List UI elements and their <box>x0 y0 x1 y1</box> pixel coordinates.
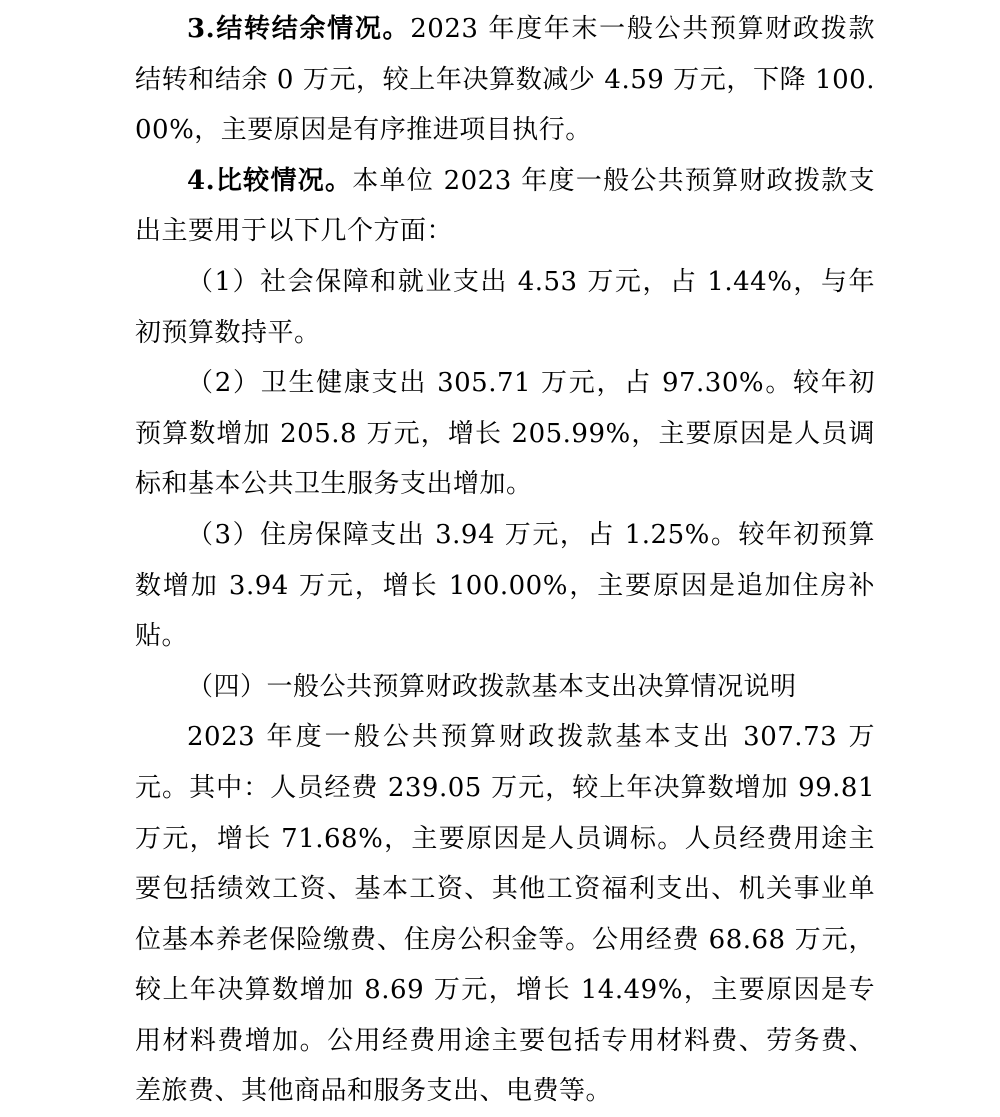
carryover-text: 2023 年度年末一般公共预算财政拨款结转和结余 0 万元，较上年决算数减少 4.59 万元，下降 100.00%，主要原因是有序推进项目执行。 <box>135 14 875 146</box>
expense-item-social-security: （1）社会保障和就业支出 4.53 万元，占 1.44%，与年初预算数持平。 <box>135 266 875 348</box>
document-page <box>135 4 875 1117</box>
comparison-text: 本单位 2023 年度一般公共预算财政拨款支出主要用于以下几个方面： <box>135 165 875 247</box>
comparison-heading: 4.比较情况。 <box>187 165 353 196</box>
basic-expenditure-paragraph: 2023 年度一般公共预算财政拨款基本支出 307.73 万元。其中：人员经费 239.05 万元，较上年决算数增加 99.81 万元，增长 71.68%，主要原因是人员调标。人员经费用途主要包括绩效工资、基本工资、其他工资福利支出、机关事业单位基本养老保险缴费、住房公积金等。公用经费 68.68 万元，较上年决算数增加 8.69 万元，增长 14.49%，主要原因是专用材料费增加。公用经费用途主要包括专用材料费、劳务费、差旅费、其他商品和服务支出、电费等。 <box>135 722 875 1107</box>
comparison-paragraph <box>135 156 875 257</box>
expense-item-health: （2）卫生健康支出 305.71 万元，占 97.30%。较年初预算数增加 205.8 万元，增长 205.99%，主要原因是人员调标和基本公共卫生服务支出增加。 <box>135 368 875 500</box>
carryover-paragraph <box>135 4 875 156</box>
section-heading-basic-expenditure: （四）一般公共预算财政拨款基本支出决算情况说明 <box>187 671 797 702</box>
expense-item-housing: （3）住房保障支出 3.94 万元，占 1.25%。较年初预算数增加 3.94 万元，增长 100.00%，主要原因是追加住房补贴。 <box>135 519 875 652</box>
carryover-heading: 3.结转结余情况。 <box>187 14 411 44</box>
